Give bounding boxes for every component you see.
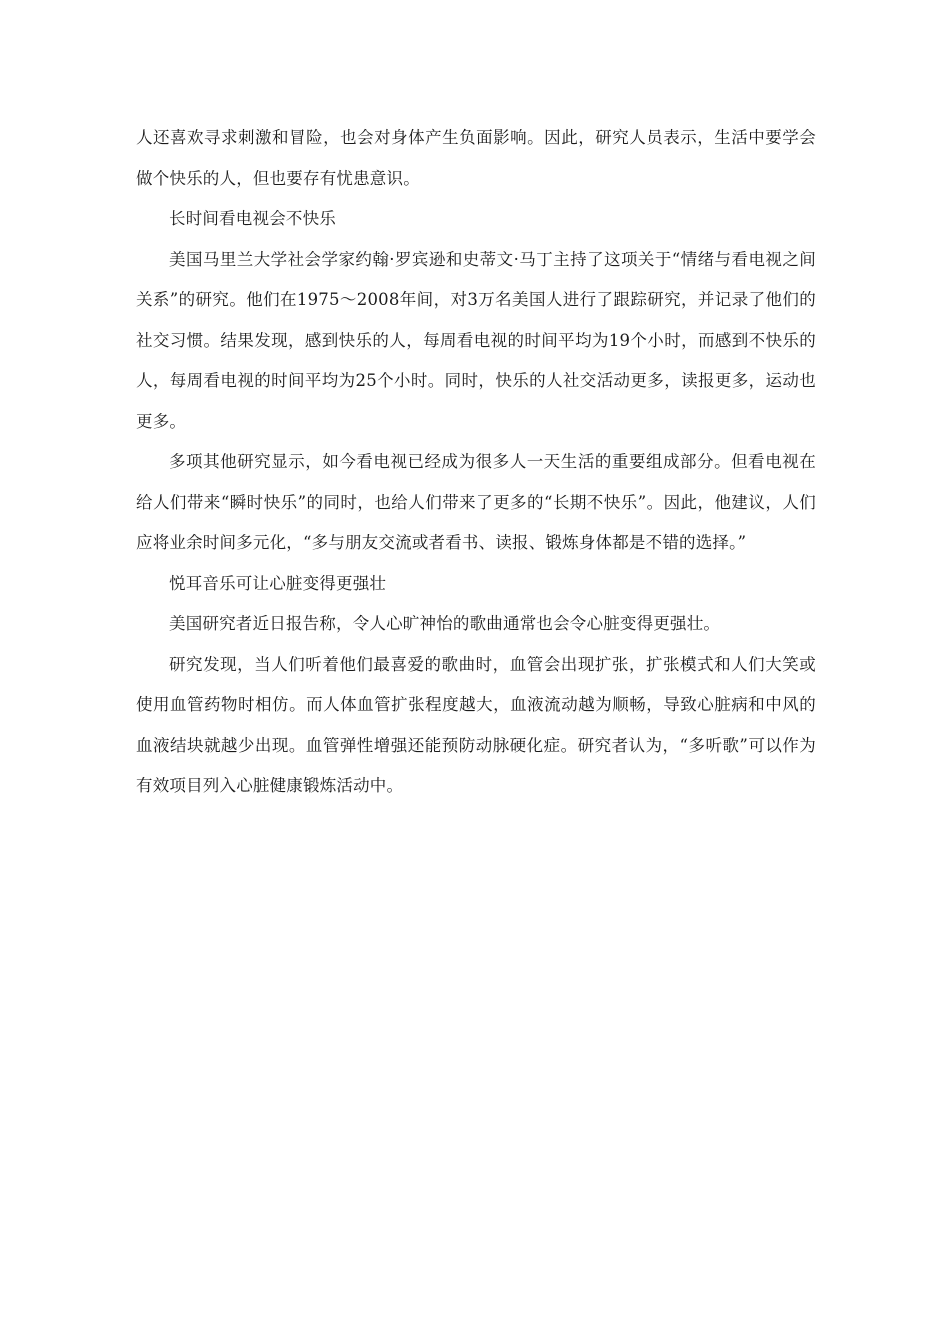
document-body <box>136 118 816 807</box>
paragraph-continuation: 人还喜欢寻求刺激和冒险，也会对身体产生负面影响。因此，研究人员表示，生活中要学会做个快乐的人，但也要存有忧患意识。 <box>136 128 816 188</box>
paragraph-tv-advice: 多项其他研究显示，如今看电视已经成为很多人一天生活的重要组成部分。但看电视在给人们带来“瞬时快乐”的同时，也给人们带来了更多的“长期不快乐”。因此，他建议，人们应将业余时间多元化，“多与朋友交流或者看书、读报、锻炼身体都是不错的选择。” <box>136 452 816 552</box>
section-heading-music: 悦耳音乐可让心脏变得更强壮 <box>169 573 387 593</box>
paragraph-tv-study: 美国马里兰大学社会学家约翰·罗宾逊和史蒂文·马丁主持了这项关于“情绪与看电视之间关系”的研究。他们在1975～2008年间，对3万名美国人进行了跟踪研究，并记录了他们的社交习惯。结果发现，感到快乐的人，每周看电视的时间平均为19个小时，而感到不快乐的人，每周看电视的时间平均为25个小时。同时，快乐的人社交活动更多，读报更多，运动也更多。 <box>136 249 816 431</box>
paragraph-music-intro: 美国研究者近日报告称，令人心旷神怡的歌曲通常也会令心脏变得更强壮。 <box>169 614 721 633</box>
paragraph-music-study: 研究发现，当人们听着他们最喜爱的歌曲时，血管会出现扩张，扩张模式和人们大笑或使用血管药物时相仿。而人体血管扩张程度越大，血液流动越为顺畅，导致心脏病和中风的血液结块就越少出现。血管弹性增强还能预防动脉硬化症。研究者认为，“多听歌”可以作为有效项目列入心脏健康锻炼活动中。 <box>136 654 816 795</box>
section-heading-tv: 长时间看电视会不快乐 <box>169 209 336 228</box>
